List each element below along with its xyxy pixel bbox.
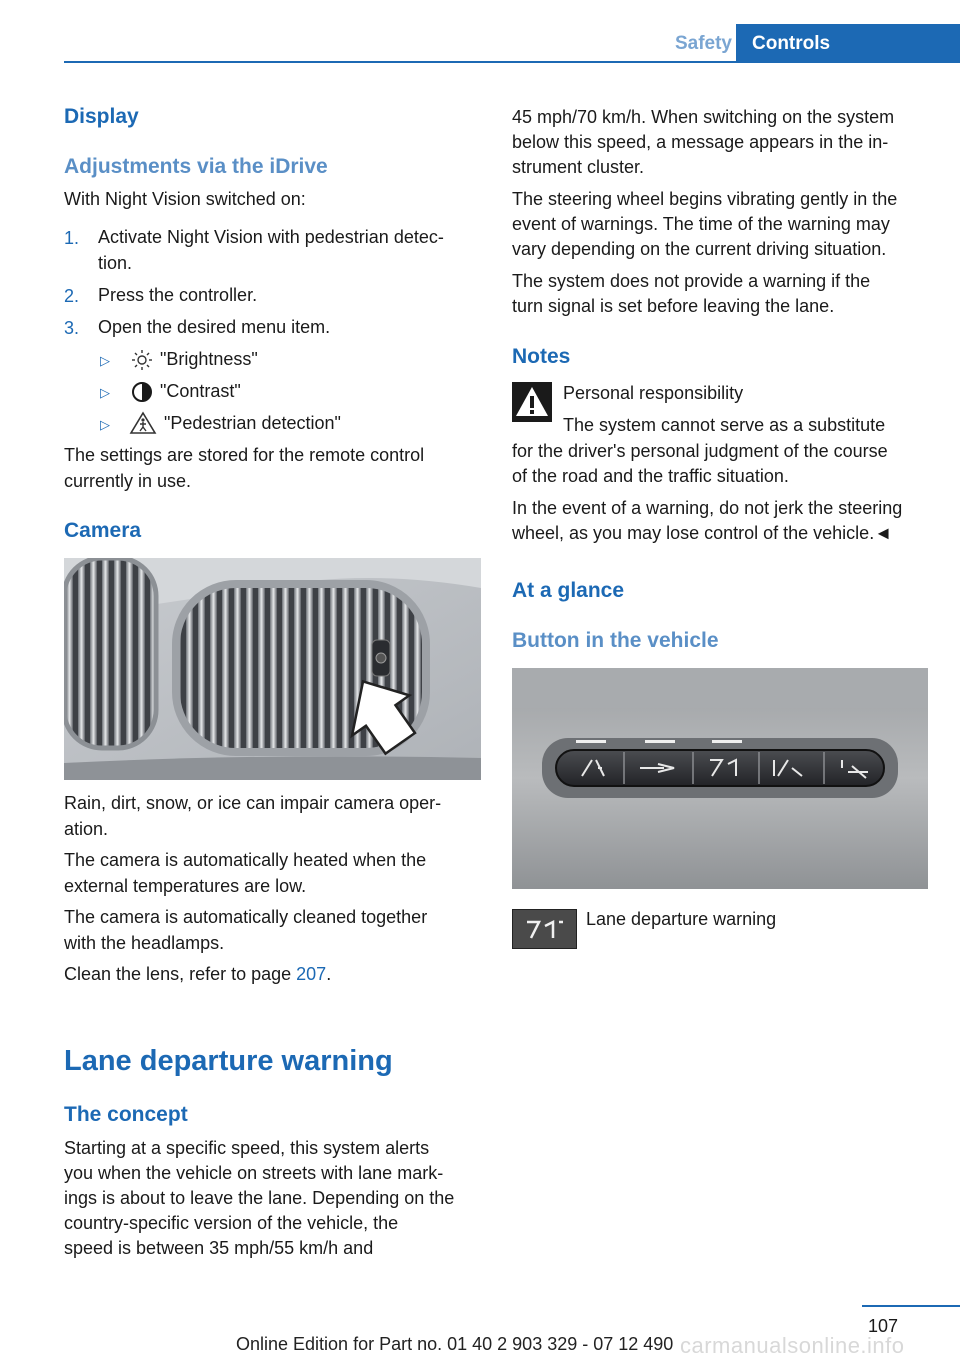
bullet-triangle-icon: ▷	[100, 353, 110, 368]
step-text: Press the controller.	[98, 285, 258, 305]
notes-heading: Notes	[512, 345, 571, 368]
bullet-triangle-icon: ▷	[100, 417, 110, 432]
speed-text: below this speed, a message appears in the in-	[512, 132, 889, 152]
camera-text: ation.	[64, 819, 109, 839]
step-text: Activate Night Vision with pedestrian detec-	[98, 227, 444, 247]
brightness-icon	[130, 348, 154, 372]
page-link[interactable]: 207	[296, 964, 327, 984]
concept-text: country-specific version of the vehicle, the	[64, 1213, 399, 1233]
bullet-triangle-icon: ▷	[100, 385, 110, 400]
pedestrian-warning-icon	[129, 411, 157, 435]
warning-title: Personal responsibility	[563, 383, 744, 403]
camera-text: Rain, dirt, snow, or ice can impair camera oper-	[64, 793, 442, 813]
turn-signal-text: turn signal is set before leaving the lane.	[512, 296, 835, 316]
footer-rule	[862, 1305, 960, 1307]
display-heading: Display	[64, 105, 139, 128]
warning-text: The system cannot serve as a substitute	[563, 415, 886, 435]
step-number: 1.	[64, 228, 80, 248]
watermark: carmanualsonline.info	[680, 1333, 905, 1358]
camera-text: with the headlamps.	[64, 933, 225, 953]
edition-text: Online Edition for Part no. 01 40 2 903 329 - 07 12 490	[236, 1334, 674, 1354]
vibration-text: event of warnings. The time of the warning may	[512, 214, 890, 234]
tab-safety[interactable]: Safety	[674, 33, 732, 54]
speed-text: strument cluster.	[512, 157, 645, 177]
menu-item-label: "Contrast"	[160, 381, 241, 401]
warning-box	[512, 382, 552, 422]
vibration-text: vary depending on the current driving situation.	[512, 239, 887, 259]
lane-departure-icon	[513, 910, 576, 948]
vibration-text: The steering wheel begins vibrating gently in the	[512, 189, 898, 209]
menu-item-label: "Brightness"	[160, 349, 258, 369]
button-heading: Button in the vehicle	[512, 629, 719, 652]
concept-text: ings is about to leave the lane. Depending on the	[64, 1188, 455, 1208]
page-number: 107	[867, 1316, 898, 1336]
concept-heading: The concept	[64, 1103, 188, 1126]
button-caption: Lane departure warning	[586, 909, 777, 929]
speed-text: 45 mph/70 km/h. When switching on the system	[512, 107, 895, 127]
camera-text: The camera is automatically cleaned together	[64, 907, 428, 927]
contrast-icon	[131, 381, 153, 403]
step-text: tion.	[98, 253, 133, 273]
header-rule	[64, 61, 960, 63]
ldw-heading: Lane departure warning	[64, 1045, 393, 1077]
clean-lens-pre: Clean the lens, refer to page	[64, 964, 297, 984]
idrive-intro: With Night Vision switched on:	[64, 189, 306, 209]
button-panel-photo	[512, 668, 928, 889]
settings-text: currently in use.	[64, 471, 192, 491]
settings-text: The settings are stored for the remote control	[64, 445, 425, 465]
lane-departure-button-icon	[512, 909, 577, 949]
camera-text: The camera is automatically heated when the	[64, 850, 427, 870]
concept-text: Starting at a specific speed, this system alerts	[64, 1138, 430, 1158]
menu-item-label: "Pedestrian detection"	[164, 413, 341, 433]
turn-signal-text: The system does not provide a warning if the	[512, 271, 871, 291]
warning-triangle-icon	[512, 382, 552, 422]
clean-lens-text	[64, 962, 331, 988]
jerk-text: wheel, as you may lose control of the vehicle.◄	[512, 523, 893, 543]
camera-text: external temperatures are low.	[64, 876, 307, 896]
warning-text: for the driver's personal judgment of the course	[512, 441, 888, 461]
step-text: Open the desired menu item.	[98, 317, 331, 337]
concept-text: you when the vehicle on streets with lane mark-	[64, 1163, 444, 1183]
clean-lens-post: .	[326, 964, 332, 984]
tab-controls[interactable]: Controls	[736, 24, 960, 62]
jerk-text: In the event of a warning, do not jerk the steering	[512, 498, 903, 518]
camera-grille-photo	[64, 558, 481, 780]
concept-text: speed is between 35 mph/55 km/h and	[64, 1238, 374, 1258]
warning-text: of the road and the traffic situation.	[512, 466, 789, 486]
glance-heading: At a glance	[512, 579, 625, 602]
step-number: 3.	[64, 318, 80, 338]
idrive-heading: Adjustments via the iDrive	[64, 155, 328, 178]
step-number: 2.	[64, 286, 80, 306]
camera-heading: Camera	[64, 519, 142, 542]
